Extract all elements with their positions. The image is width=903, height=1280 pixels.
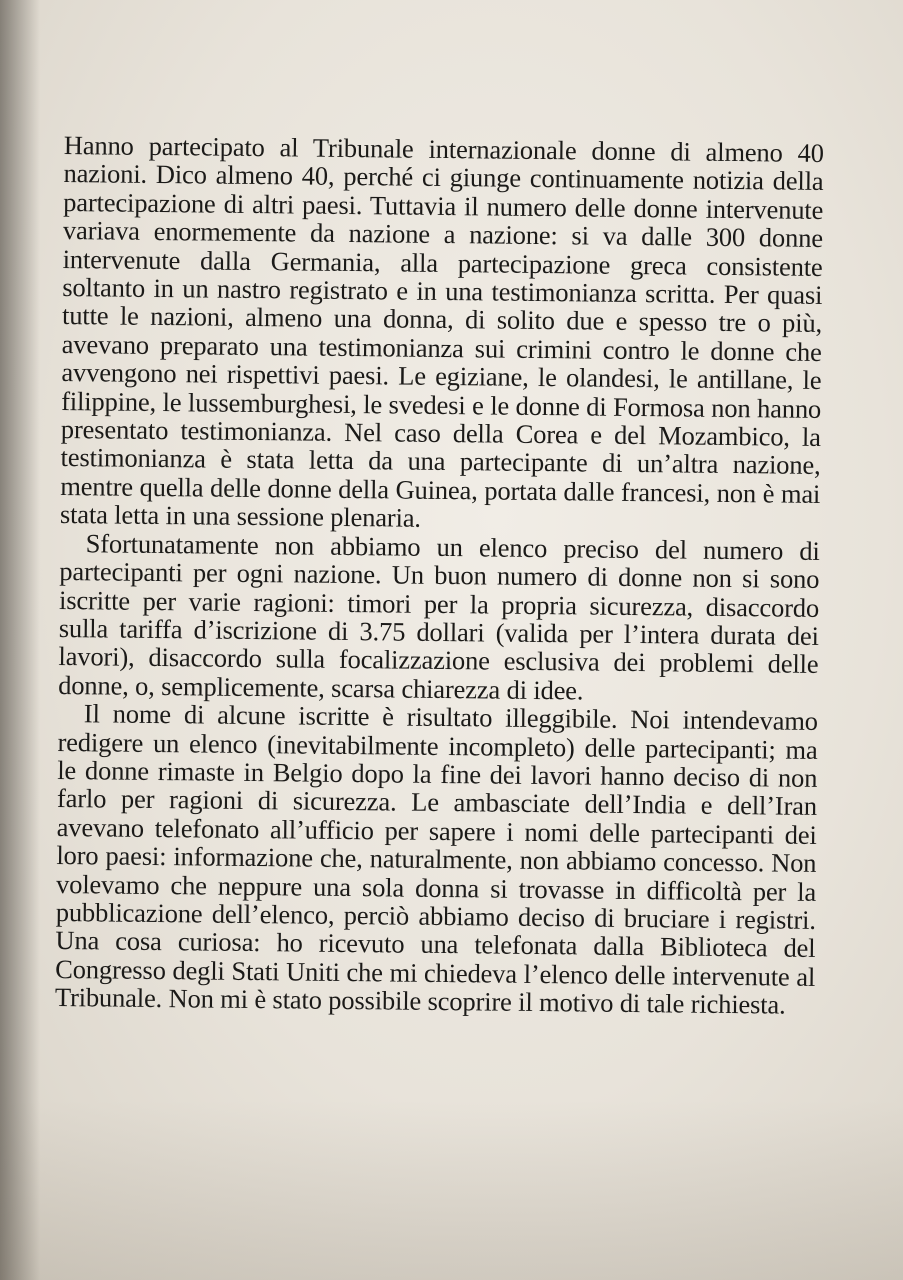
- page-shading: [0, 1100, 903, 1280]
- paragraph-participant-list: Il nome di alcune iscritte è risultato illeggibile. Noi intendevamo redigere un elenco (inevitabilmente incompleto) delle partecipanti; ma le donne rimaste in Belgio dopo la fine dei lavori hanno deciso di non farlo per ragioni di sicurezza. Le ambasciate dell’India e dell’Iran avevano telefonato all’ufficio per sapere i nomi delle partecipanti dei loro paesi: informazione che, naturalmente, non abbiamo concesso. Non volevamo che neppure una sola donna si trovasse in difficoltà per la pubblicazione dell’elenco, perciò abbiamo deciso di bruciare i registri. Una cosa curiosa: ho ricevuto una telefonata dalla Biblioteca del Congresso degli Stati Uniti che mi chiedeva l’elenco delle intervenute al Tribunale. Non mi è stato possibile scoprire il motivo di tale richiesta.: [54, 698, 819, 1020]
- paragraph-participation: Hanno partecipato al Tribunale internazionale donne di almeno 40 nazioni. Dico almeno 40, perché ci giunge continuamente notizia della partecipazione di altri paesi. Tuttavia il numero delle donne intervenute variava enormemente da nazione a nazione: si va dalle 300 donne intervenute dalla Germania, alla partecipazione greca consistente soltanto in un nastro registrato e in una testimonianza scritta. Per quasi tutte le nazioni, almeno una donna, di solito due e spesso tre o più, avevano preparato una testimonianza sui crimini contro le donne che avvengono nei rispettivi paesi. Le egiziane, le olandesi, le antillane, le filippine, le lussemburghesi, le svedesi e le donne di Formosa non hanno presentato testimonianza. Nel caso della Corea e del Mozambico, la testimonianza è stata letta da una partecipante di un’altra nazione, mentre quella delle donne della Guinea, portata dalle francesi, non è mai stata letta in una sessione plenaria.: [59, 130, 824, 534]
- body-text: [55, 131, 824, 1020]
- paragraph-registration: Sfortunatamente non abbiamo un elenco preciso del numero di partecipanti per ogni nazione. Un buon numero di donne non si sono iscritte per varie ragioni: timori per la propria sicurezza, disaccordo sulla tariffa d’iscrizione di 3.75 dollari (valida per l’intera durata dei lavori), disaccordo sulla focalizzazione esclusiva dei problemi delle donne, o, semplicemente, scarsa chiarezza di idee.: [58, 527, 820, 706]
- spine-shadow: [0, 0, 40, 1280]
